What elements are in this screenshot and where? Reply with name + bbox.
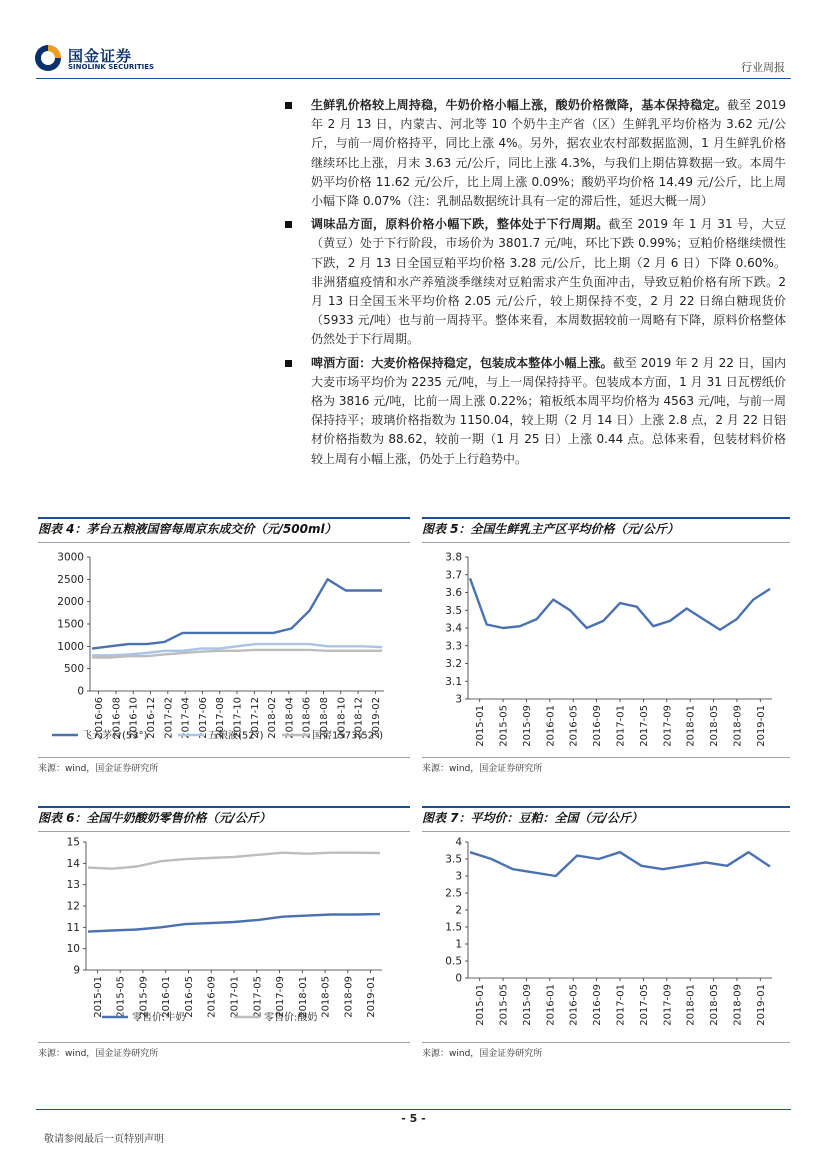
paragraph-body: 截至 2019 年 1 月 31 号，大豆（黄豆）处于下行阶段，市场价为 3801.7 元/吨，环比下跌 0.99%；豆粕价格继续惯性下跌，2 月 13 日全国豆粕平均价格 3.28 元/公斤，比上期（2 月 6 日）下降 0.60%。非洲猪瘟疫情和水产养殖淡季继续对豆粕需求产生负面冲击，导致豆粕价格有所下跌。2 月 13 日全国玉米平均价格 2.05 元/公斤，较上期保持不变，2 月 22 日绵白糖现货价（5933 元/吨）也与前一周持平。整体来看，本周数据较前一周略有下降，原料价格整体仍然处于下行周期。 <box>311 217 786 347</box>
y-tick-label: 0.5 <box>445 955 462 968</box>
x-tick-label: 2016-10 <box>128 697 140 739</box>
x-tick-label: 2018-09 <box>732 705 744 747</box>
footer-divider <box>36 1109 791 1110</box>
x-tick-label: 2017-04 <box>180 697 192 739</box>
y-tick-label: 3 <box>455 870 462 883</box>
y-tick-label: 3.8 <box>445 551 462 564</box>
figure-title: 图表 7：平均价：豆粕：全国（元/公斤） <box>422 811 643 825</box>
bullet-square-icon <box>285 221 292 228</box>
x-tick-label: 2015-01 <box>475 705 487 747</box>
paragraph-lead: 调味品方面，原料价格小幅下跌，整体处于下行周期。 <box>311 217 609 232</box>
x-axis <box>93 970 377 1018</box>
report-type: 行业周报 <box>741 61 785 74</box>
y-tick-label: 11 <box>66 921 80 934</box>
x-axis <box>475 978 767 1026</box>
x-tick-label: 2018-05 <box>709 984 721 1026</box>
x-tick-label: 2018-05 <box>709 705 721 747</box>
series-line <box>92 579 382 648</box>
figure-5 <box>422 517 790 774</box>
bullet-square-icon <box>285 102 292 109</box>
y-tick-label: 0 <box>455 972 462 985</box>
figure-7 <box>422 806 790 1059</box>
paragraph-beer <box>283 354 786 469</box>
x-tick-label: 2016-05 <box>568 705 580 747</box>
x-tick-label: 2017-08 <box>215 697 227 739</box>
figure-rule <box>422 1042 790 1043</box>
x-tick-label: 2016-09 <box>206 976 218 1018</box>
y-tick-label: 3.1 <box>445 675 462 688</box>
x-tick-label: 2017-09 <box>662 705 674 747</box>
x-tick-label: 2018-02 <box>267 697 279 739</box>
x-tick-label: 2015-01 <box>92 976 104 1018</box>
figure-4 <box>38 517 410 774</box>
y-tick-label: 1.5 <box>445 921 462 934</box>
x-tick-label: 2015-05 <box>498 705 510 747</box>
y-tick-label: 2500 <box>57 573 84 586</box>
y-tick-label: 15 <box>66 836 80 849</box>
x-tick-label: 2018-01 <box>685 984 697 1026</box>
figure-rule <box>38 1042 410 1043</box>
bullet-square-icon <box>285 360 292 367</box>
figure-source: 来源：wind，国金证券研究所 <box>422 764 543 774</box>
y-tick-label: 3000 <box>57 551 84 564</box>
x-tick-label: 2015-05 <box>498 984 510 1026</box>
page-number: - 5 - <box>401 1112 426 1125</box>
y-tick-label: 3.7 <box>445 569 462 582</box>
x-tick-label: 2017-01 <box>615 705 627 747</box>
paragraph-lead: 啤酒方面：大麦价格保持稳定，包装成本整体小幅上涨。 <box>311 355 613 370</box>
chart-fig4 <box>38 543 410 753</box>
y-tick-label: 0 <box>77 685 84 698</box>
y-tick-label: 2000 <box>57 596 84 609</box>
figure-rule <box>38 757 410 758</box>
logo-english: SINOLINK SECURITIES <box>68 63 155 71</box>
x-tick-label: 2018-10 <box>336 697 348 739</box>
y-tick-label: 10 <box>66 943 80 956</box>
x-tick-label: 2016-08 <box>111 697 123 739</box>
x-tick-label: 2019-01 <box>755 984 767 1026</box>
y-tick-label: 9 <box>73 964 80 977</box>
x-tick-label: 2018-04 <box>284 697 296 739</box>
y-tick-label: 1000 <box>57 640 84 653</box>
y-axis <box>445 837 468 985</box>
y-axis <box>57 552 90 698</box>
figure-title: 图表 4：茅台五粮液国窖每周京东成交价（元/500ml） <box>38 522 337 536</box>
x-tick-label: 2015-09 <box>138 976 150 1018</box>
x-tick-label: 2017-02 <box>163 697 175 739</box>
y-tick-label: 13 <box>66 879 80 892</box>
x-tick-label: 2015-01 <box>475 984 487 1026</box>
x-tick-label: 2016-01 <box>161 976 173 1018</box>
x-tick-label: 2017-05 <box>252 976 264 1018</box>
y-tick-label: 500 <box>63 663 84 676</box>
x-tick-label: 2018-08 <box>318 697 330 739</box>
x-tick-label: 2016-09 <box>592 984 604 1026</box>
y-tick-label: 3.5 <box>445 853 462 866</box>
y-tick-label: 2 <box>455 904 462 917</box>
figure-source: 来源：wind，国金证券研究所 <box>38 764 159 774</box>
x-tick-label: 2016-01 <box>545 984 557 1026</box>
legend-label: 飞天茅台(53°) <box>82 730 148 742</box>
x-tick-label: 2019-02 <box>370 697 382 739</box>
x-tick-label: 2018-09 <box>732 984 744 1026</box>
paragraph-condiment <box>283 215 786 349</box>
x-tick-label: 2015-09 <box>521 984 533 1026</box>
paragraph-body: 截至 2019 年 2 月 13 日，内蒙古、河北等 10 个奶牛主产省（区）生鲜乳平均价格为 3.62 元/公斤，与前一周价格持平，同比上涨 4%。另外，据农业农村部数据监测，1 月生鲜乳价格继续环比上涨，月末 3.63 元/公斤，同比上涨 4.3%，与我们上期估算数据一致。本周牛奶平均价格 11.62 元/公斤，比上周上涨 0.09%；酸奶平均价格 14.49 元/公斤，比上周小幅下降 0.07%（注：乳制品数据统计具有一定的滞后性，延迟大概一周） <box>311 98 786 209</box>
figure-source: 来源：wind，国金证券研究所 <box>422 1049 543 1059</box>
body-text <box>283 96 786 473</box>
paragraph-body: 截至 2019 年 2 月 22 日，国内大麦市场平均价为 2235 元/吨，与上一周保持持平。包装成本方面，1 月 31 日瓦楞纸价格为 3816 元/吨，比前一周上涨 0.22%；箱板纸本周平均价格为 4563 元/吨，与前一周保持持平；玻璃价格指数为 1150.04，较上期（2 月 14 日）上涨 2.8 点，2 月 22 日铝材价格指数为 88.62，较前一期（1 月 25 日）上涨 0.44 点。总体来看，包装材料价格较上周有小幅上涨，仍处于上行趋势中。 <box>311 355 786 466</box>
chart-fig7 <box>422 832 790 1038</box>
chart-fig6 <box>38 832 410 1038</box>
x-tick-label: 2016-09 <box>592 705 604 747</box>
x-tick-label: 2018-09 <box>343 976 355 1018</box>
x-tick-label: 2017-06 <box>197 697 209 739</box>
company-logo <box>34 44 164 78</box>
x-tick-label: 2018-05 <box>320 976 332 1018</box>
x-tick-label: 2017-05 <box>638 705 650 747</box>
paragraph-dairy <box>283 96 786 211</box>
legend-label: 国窖1573(52°) <box>312 730 383 742</box>
y-tick-label: 12 <box>66 900 80 913</box>
paragraph-lead: 生鲜乳价格较上周持稳，牛奶价格小幅上涨，酸奶价格微降，基本保持稳定。 <box>311 98 727 112</box>
y-tick-label: 4 <box>455 836 462 849</box>
figure-rule <box>422 757 790 758</box>
x-tick-label: 2017-09 <box>662 984 674 1026</box>
figure-source: 来源：wind，国金证券研究所 <box>38 1049 159 1059</box>
y-tick-label: 3.5 <box>445 604 462 617</box>
x-tick-label: 2015-05 <box>115 976 127 1018</box>
legend-label: 零售价:牛奶 <box>132 1012 186 1024</box>
y-tick-label: 3.2 <box>445 658 462 670</box>
x-tick-label: 2017-09 <box>275 976 287 1018</box>
series-line <box>88 914 380 932</box>
y-axis <box>67 837 86 977</box>
x-tick-label: 2016-05 <box>568 984 580 1026</box>
x-tick-label: 2017-05 <box>638 984 650 1026</box>
y-tick-label: 3 <box>455 693 462 706</box>
y-tick-label: 1 <box>455 938 462 951</box>
y-tick-label: 3.6 <box>445 587 462 599</box>
y-tick-label: 2.5 <box>445 887 462 900</box>
x-tick-label: 2016-05 <box>183 976 195 1018</box>
x-tick-label: 2018-01 <box>685 705 697 747</box>
x-tick-label: 2018-01 <box>297 976 309 1018</box>
chart-fig5 <box>422 543 790 753</box>
x-tick-label: 2016-06 <box>94 697 106 739</box>
x-tick-label: 2017-12 <box>249 697 261 739</box>
logo-chinese: 国金证券 <box>68 47 133 65</box>
y-axis <box>445 552 468 706</box>
x-tick-label: 2017-01 <box>615 984 627 1026</box>
y-tick-label: 3.3 <box>445 640 462 653</box>
x-tick-label: 2017-10 <box>232 697 244 739</box>
x-tick-label: 2015-09 <box>521 705 533 747</box>
figure-title: 图表 6：全国牛奶酸奶零售价格（元/公斤） <box>38 811 271 825</box>
header-divider <box>36 78 791 79</box>
x-axis <box>475 699 767 747</box>
series-line <box>470 852 770 876</box>
series-line <box>88 853 380 869</box>
y-tick-label: 3.4 <box>445 622 462 635</box>
sinolink-logo-icon <box>34 44 62 72</box>
series-line <box>470 578 770 630</box>
x-tick-label: 2016-01 <box>545 705 557 747</box>
x-tick-label: 2016-12 <box>146 697 158 739</box>
legend-label: 零售价:酸奶 <box>264 1012 318 1024</box>
x-tick-label: 2017-01 <box>229 976 241 1018</box>
y-tick-label: 14 <box>66 857 80 870</box>
x-tick-label: 2018-12 <box>353 697 365 739</box>
figure-title: 图表 5：全国生鲜乳主产区平均价格（元/公斤） <box>422 522 679 536</box>
legend-label: 五粮液(52°) <box>208 730 264 742</box>
x-tick-label: 2019-01 <box>366 976 378 1018</box>
disclaimer-note: 敬请参阅最后一页特别声明 <box>44 1134 164 1145</box>
figure-6 <box>38 806 410 1059</box>
y-tick-label: 1500 <box>57 618 84 631</box>
x-tick-label: 2019-01 <box>755 705 767 747</box>
x-tick-label: 2018-06 <box>301 697 313 739</box>
